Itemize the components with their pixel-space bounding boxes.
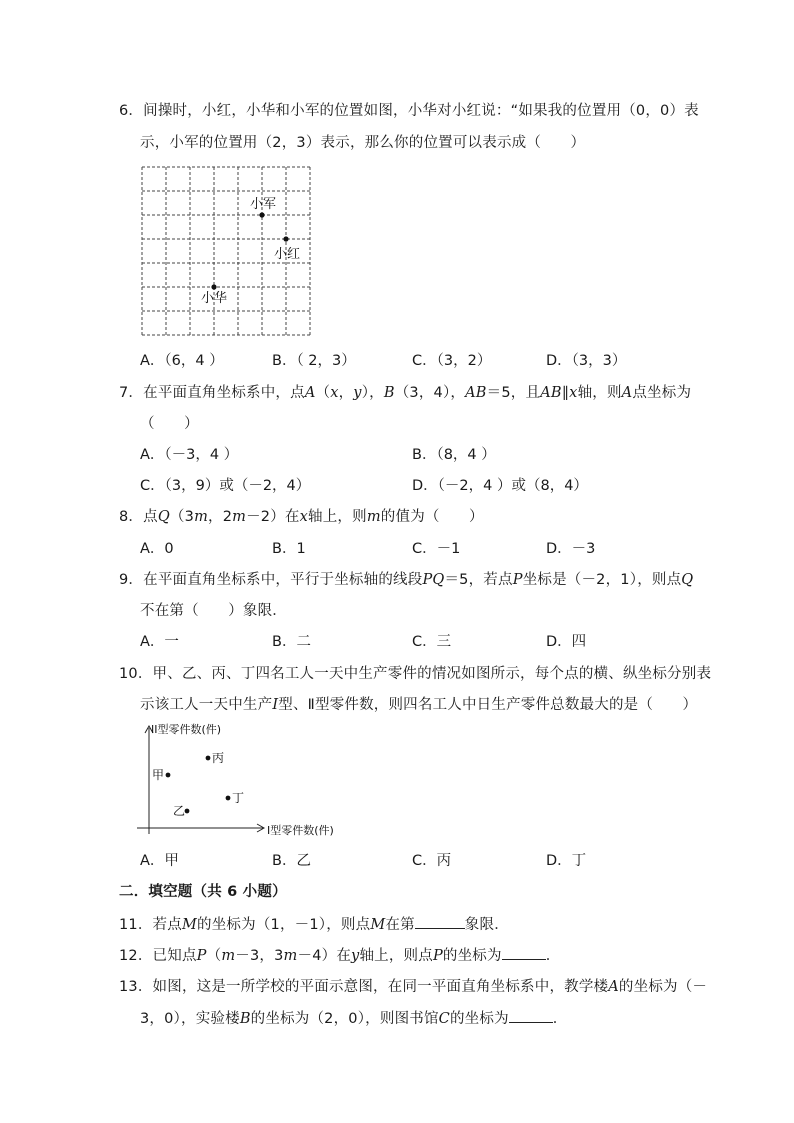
- q6-option-b: B．（ 2，3）: [272, 353, 356, 369]
- section-2-heading: 二．填空题（共 6 小题）: [119, 884, 287, 900]
- q7-option-b: B．（8，4 ）: [412, 447, 496, 463]
- q6-grid-figure: [140, 165, 315, 340]
- q8-option-c: C．－1: [412, 541, 461, 557]
- q8-line: 8．点Q（3m，2m－2）在x轴上，则m的值为（ ）: [119, 509, 484, 525]
- ding-label: 丁: [232, 791, 245, 805]
- xiaohong-label: 小红: [274, 247, 301, 262]
- q9-option-a: A．一: [140, 634, 179, 650]
- jia-label: 甲: [152, 768, 165, 782]
- q9-option-d: D．四: [546, 634, 587, 650]
- q12-line: 12．已知点P（m－3，3m－4）在y轴上，则点P的坐标为 ．: [119, 945, 560, 966]
- yi-point: [185, 809, 190, 814]
- q6-option-c: C．（3，2）: [412, 353, 492, 369]
- q10-option-c: C．丙: [412, 853, 452, 869]
- q8-option-a: A．0: [140, 541, 174, 557]
- q9-option-c: C．三: [412, 634, 452, 650]
- x-axis-label: I型零件数(件): [267, 824, 334, 837]
- q10-option-a: A．甲: [140, 853, 179, 869]
- q6-line1: 6．间操时，小红，小华和小军的位置如图，小华对小红说：“如果我的位置用（0，0）表: [119, 103, 699, 119]
- q9-line1: 9．在平面直角坐标系中，平行于坐标轴的线段PQ＝5，若点P坐标是（－2，1），则点Q: [119, 572, 694, 588]
- xiaohua-label: 小华: [201, 291, 228, 306]
- q13-line1: 13．如图，这是一所学校的平面示意图，在同一平面直角坐标系中，教学楼A的坐标为（－: [119, 979, 708, 995]
- q11-answer-blank[interactable]: [415, 914, 465, 929]
- q11-line: 11．若点M的坐标为（1，－1），则点M在第 象限．: [119, 914, 509, 935]
- xiaojun-label: 小军: [250, 197, 277, 212]
- q9-option-b: B．二: [272, 634, 311, 650]
- q7-line2: （ ）: [140, 416, 199, 432]
- xiaohua-point: [211, 284, 216, 289]
- q12-answer-blank[interactable]: [502, 945, 546, 960]
- q13-line2: 3，0），实验楼B的坐标为（2，0），则图书馆C的坐标为 ．: [140, 1008, 567, 1029]
- q6-line2: 示，小军的位置用（2，3）表示，那么你的位置可以表示成（ ）: [140, 135, 586, 151]
- q7-option-d: D．（－2，4 ）或（8，4）: [412, 478, 588, 494]
- q6-option-d: D．（3，3）: [546, 353, 627, 369]
- q13-answer-blank[interactable]: [509, 1008, 553, 1023]
- q7-line1: 7．在平面直角坐标系中，点A（x，y），B（3，4），AB＝5，且AB∥x轴，则A点坐标为: [119, 385, 692, 401]
- q8-option-b: B．1: [272, 541, 306, 557]
- q10-option-d: D．丁: [546, 853, 587, 869]
- ding-point: [226, 796, 231, 801]
- q6-option-a: A．（6，4 ）: [140, 353, 224, 369]
- q7-option-a: A．（－3，4 ）: [140, 447, 239, 463]
- y-axis-label: II型零件数(件): [151, 723, 222, 736]
- yi-label: 乙: [173, 804, 186, 818]
- q10-scatter-figure: [135, 722, 365, 842]
- q9-line2: 不在第（ ）象限．: [140, 603, 287, 619]
- q8-option-d: D．－3: [546, 541, 596, 557]
- bing-point: [206, 756, 211, 761]
- q10-option-b: B．乙: [272, 853, 311, 869]
- jia-point: [166, 773, 171, 778]
- xiaohong-point: [283, 236, 288, 241]
- q10-line2: 示该工人一天中生产I型、Ⅱ型零件数，则四名工人中日生产零件总数最大的是（ ）: [140, 697, 698, 713]
- xiaojun-point: [259, 212, 264, 217]
- q10-line1: 10．甲、乙、丙、丁四名工人一天中生产零件的情况如图所示，每个点的横、纵坐标分别表: [119, 666, 712, 682]
- bing-label: 丙: [212, 751, 225, 765]
- q7-option-c: C．（3，9）或（－2，4）: [140, 478, 311, 494]
